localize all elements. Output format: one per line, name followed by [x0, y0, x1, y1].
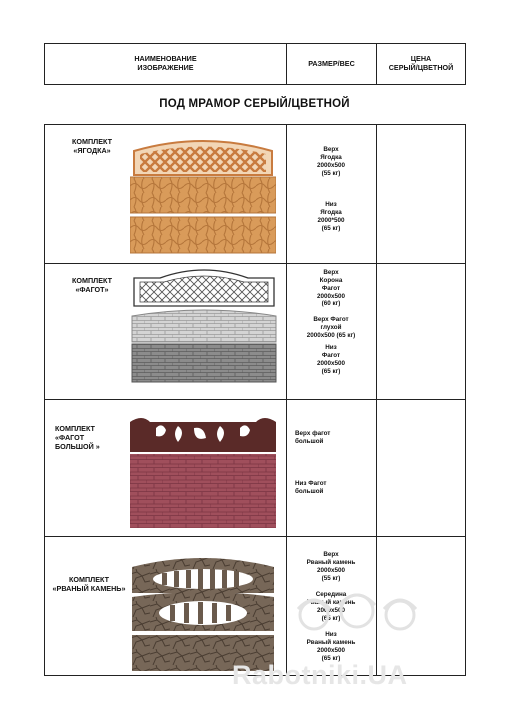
spec-top: Верх Корона Фагот 2000х500 (60 кг): [316, 269, 346, 308]
price-cell: [377, 400, 465, 536]
size-cell: [287, 264, 377, 399]
name-cell: [45, 537, 287, 675]
name-cell: [45, 264, 287, 399]
section-title: ПОД МРАМОР СЕРЫЙ/ЦВЕТНОЙ: [159, 98, 350, 110]
product-label: КОМПЛЕКТ «ФАГОТ БОЛЬШОЙ »: [55, 424, 100, 451]
name-cell: [45, 400, 287, 536]
header-price-column: ЦЕНА СЕРЫЙ/ЦВЕТНОЙ: [388, 54, 454, 72]
spec-middle: Середина Рваный камень 2000х500 (65 кг): [306, 591, 356, 622]
table-row: [45, 125, 465, 264]
rvany-kamen-fence-image: [130, 553, 276, 673]
spec-top: Верх Рваный камень 2000х500 (55 кг): [306, 551, 356, 582]
fagot-fence-image: [130, 268, 278, 384]
header-name-column: НАИМЕНОВАНИЕ ИЗОБРАЖЕНИЕ: [45, 44, 287, 84]
name-cell: [45, 125, 287, 263]
spec-bottom: Низ Фагот 2000х500 (65 кг): [316, 344, 346, 375]
size-cell: [287, 125, 377, 263]
price-cell: [377, 264, 465, 399]
product-label: КОМПЛЕКТ «ЯГОДКА»: [72, 137, 112, 155]
spec-bottom: Низ Рваный камень 2000х500 (65 кг): [306, 631, 356, 662]
header-size-column: РАЗМЕР/ВЕС: [287, 44, 377, 84]
table-header: [44, 43, 466, 85]
yagodka-fence-image: [130, 137, 276, 257]
spec-bottom: Низ Фагот большой: [295, 480, 327, 495]
watermark-text: Rabotniki.UA: [232, 660, 408, 690]
price-cell: [377, 125, 465, 263]
spec-top: Верх Ягодка 2000х500 (55 кг): [316, 146, 346, 177]
watermark-workers-logo: [292, 585, 422, 645]
size-cell: [287, 400, 377, 536]
spec-bottom: Низ Ягодка 2000*500 (65 кг): [317, 201, 345, 232]
table-row: [45, 264, 465, 400]
product-label: КОМПЛЕКТ «ФАГОТ»: [72, 276, 112, 294]
spec-middle: Верх Фагот глухой 2000х500 (65 кг): [306, 316, 356, 339]
spec-top: Верх фагот большой: [295, 430, 331, 445]
product-label: КОМПЛЕКТ «РВАНЫЙ КАМЕНЬ»: [52, 575, 126, 593]
fagot-large-fence-image: [130, 412, 276, 530]
table-row: [45, 400, 465, 537]
